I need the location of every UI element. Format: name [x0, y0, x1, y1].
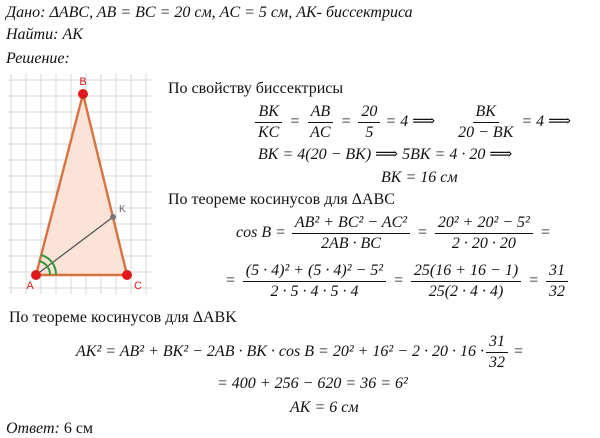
ak-result: AK = 6 см — [290, 399, 359, 416]
given-label: Дано: — [6, 4, 46, 21]
frac-20-5-den: 5 — [365, 124, 374, 141]
frac-cos-values — [435, 214, 533, 253]
frac-bk-kc — [255, 103, 282, 142]
label-c: C — [134, 280, 142, 292]
find-label: Найти: — [6, 26, 59, 43]
frac-grouped-num: 25(16 + 16 − 1) — [411, 262, 521, 282]
bk-result-line: BK = 16 см — [381, 169, 458, 186]
answer-value: 6 см — [63, 420, 94, 437]
eq-4-implies-a: = 4 ⟹ — [385, 113, 436, 131]
ak-squared-equation: AK² = AB² + BK² − 2AB · BK · cos B = 20² + 16² − 2 · 20 · 16 · $\frac{31}{32}$ = — [76, 333, 524, 371]
ak-squared-value: = 400 + 256 − 620 = 36 = 6² — [217, 375, 408, 392]
answer-line — [6, 419, 93, 438]
frac-ab-ac-den: AC — [310, 124, 331, 141]
frac-20-5 — [358, 103, 380, 142]
frac-cos-general-den: 2AB · BC — [320, 235, 381, 252]
point-k — [110, 214, 116, 220]
label-a: A — [26, 280, 34, 292]
frac-31-32 — [546, 262, 568, 301]
answer-label: Ответ: — [6, 420, 60, 437]
frac-factored — [243, 262, 386, 301]
find-value: AK — [62, 26, 83, 43]
triangle-abc — [36, 94, 127, 275]
vertex-a-point — [31, 270, 41, 280]
cosine-abc-heading: По теореме косинусов для ΔABC — [168, 191, 395, 208]
frac-31-32-den: 32 — [548, 283, 565, 300]
solution-label: Решение: — [6, 50, 70, 67]
vertex-b-point — [78, 89, 88, 99]
cos-b-simplification: = $\frac{\text{(5 · 4)² + (5 · 4)² − 5²}}{2 \cdot 5 \cdot 4 \cdot 5 \cdot 4}$ = $\frac{25(16 + 16 - 1)}{25(2 \cdot 4 \cdot 4)}$ = $\frac{31}{32}$ — [220, 262, 570, 301]
frac-ak-31-32-den: 32 — [489, 354, 506, 371]
find-line — [6, 25, 83, 45]
frac-grouped — [411, 262, 521, 301]
frac-31-32-num: 31 — [546, 262, 568, 282]
frac-bk-20mbk-num: BK — [473, 103, 499, 123]
frac-bk-kc-num: BK — [255, 103, 281, 123]
frac-cos-values-den: 2 · 20 · 20 — [451, 235, 516, 252]
frac-factored-den: 2 · 5 · 4 · 5 · 4 — [270, 283, 359, 300]
label-b: B — [79, 76, 87, 88]
bisector-property-heading: По свойству биссектрисы — [168, 80, 344, 97]
frac-bk-kc-den: KC — [258, 124, 280, 141]
frac-ak-31-32 — [486, 333, 508, 372]
frac-ak-31-32-num: 31 — [486, 333, 508, 353]
cosine-abk-heading: По теореме косинусов для ΔABK — [9, 309, 237, 326]
frac-cos-values-num: 20² + 20² − 5² — [435, 214, 533, 234]
cos-b-equation: cos B = $\frac{\text{AB² + BC² − AC²}}{2AB \cdot BC}$ = $\frac{\text{20² + 20² − 5²}}{2 \cdot 20 \cdot 20}$ = — [236, 214, 551, 252]
frac-cos-general-num: AB² + BC² − AC² — [292, 214, 410, 234]
frac-cos-general — [292, 214, 410, 253]
triangle-figure — [6, 72, 156, 296]
ak-squared-text: AK² = AB² + BK² − 2AB · BK · cos B = 20² + 16² − 2 · 20 · 16 · — [76, 343, 485, 361]
frac-bk-20mbk-den: 20 − BK — [458, 124, 514, 141]
given-text: ΔABC, AB = BC = 20 см, AC = 5 см, AK- биссектриса — [49, 4, 413, 21]
frac-factored-num: (5 · 4)² + (5 · 4)² − 5² — [243, 262, 386, 282]
bisector-ratio-equation: $\frac{BK}{KC}$ = $\frac{AB}{AC}$ = $\frac{20}{5}$ = 4 ⟹ $\frac{BK}{20 - BK}$ = 4 ⟹ — [253, 103, 571, 142]
bk-equation-line: BK = 4(20 − BK) ⟹ 5BK = 4 · 20 ⟹ — [258, 146, 513, 163]
label-k: K — [119, 204, 126, 215]
frac-ab-ac — [307, 103, 333, 142]
cos-b-lhs: cos B = — [236, 224, 286, 242]
frac-grouped-den: 25(2 · 4 · 4) — [428, 283, 504, 300]
eq-4-implies-b: = 4 ⟹ — [521, 113, 572, 131]
vertex-c-point — [122, 270, 132, 280]
frac-ab-ac-num: AB — [308, 103, 334, 123]
frac-bk-20mbk — [455, 103, 516, 142]
given-line — [6, 3, 413, 23]
frac-20-5-num: 20 — [358, 103, 380, 123]
